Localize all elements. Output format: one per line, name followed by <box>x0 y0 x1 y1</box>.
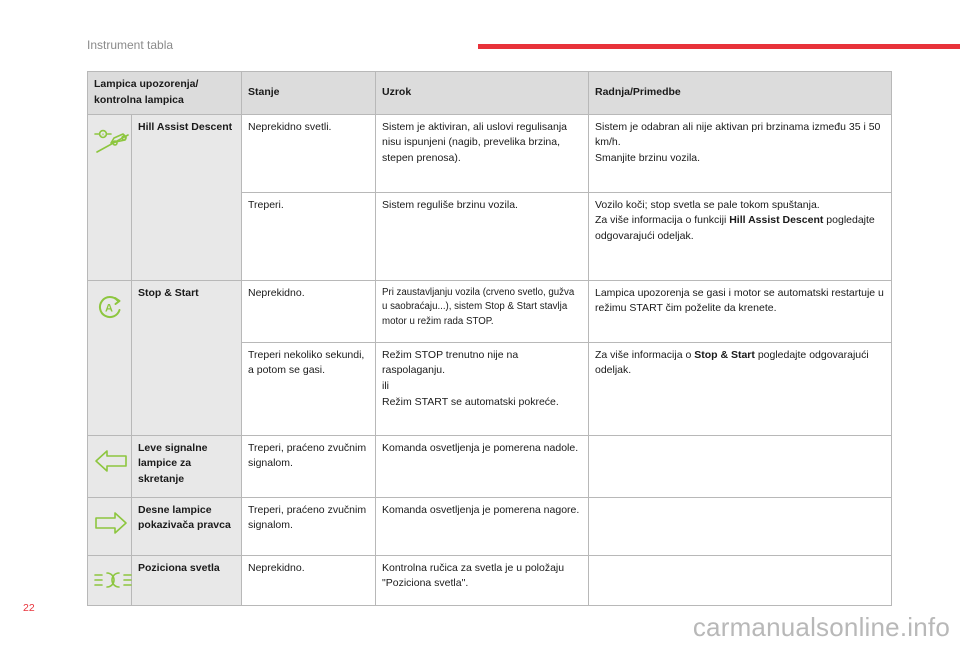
svg-text:A: A <box>101 131 105 137</box>
warning-lamps-table <box>87 71 892 606</box>
stop-start-icon <box>96 294 124 320</box>
lamp-icon-cell <box>88 280 132 435</box>
cause-cell: Sistem reguliše brzinu vozila. <box>376 192 589 280</box>
lamp-name: Leve signalne lampice za skretanje <box>132 435 242 497</box>
page-number: 22 <box>23 602 35 614</box>
table-row <box>88 435 892 497</box>
table-row <box>88 497 892 555</box>
action-cell <box>589 555 892 605</box>
action-text-pre: Za više informacija o funkciji <box>595 214 727 227</box>
table-row <box>88 555 892 605</box>
cause-text: ili <box>382 380 389 392</box>
lamp-icon-cell <box>88 497 132 555</box>
cause-cell: Sistem je aktiviran, ali uslovi regulisanja nisu ispunjeni (nagib, prevelika brzina, stepen prenosa). <box>376 114 589 192</box>
col-header-action: Radnja/Primedbe <box>589 72 892 115</box>
lamp-icon-cell <box>88 114 132 280</box>
state-cell: Treperi. <box>242 192 376 280</box>
action-text: Smanjite brzinu vozila. <box>595 152 701 164</box>
watermark-text: carmanualsonline.info <box>692 612 950 642</box>
cause-cell: Pri zaustavljanju vozila (crveno svetlo, gužva u saobraćaju...), sistem Stop & Start stavlja motor u režim rada STOP. <box>376 280 589 342</box>
lamp-name: Stop & Start <box>132 280 242 435</box>
table-header-row <box>88 72 892 115</box>
position-lights-icon <box>94 569 132 591</box>
action-cell: Lampica upozorenja se gasi i motor se automatski restartuje u režimu START čim poželite da krenete. <box>589 280 892 342</box>
action-cell <box>589 435 892 497</box>
action-cell <box>589 114 892 192</box>
section-title: Instrument tabla <box>87 38 174 52</box>
lamp-name: Desne lampice pokazivača pravca <box>132 497 242 555</box>
lamp-name: Hill Assist Descent <box>132 114 242 280</box>
table-row <box>88 114 892 192</box>
cause-text: Režim START se automatski pokreće. <box>382 395 559 408</box>
action-text-bold: Stop & Start <box>694 348 755 361</box>
lamp-name: Poziciona svetla <box>132 555 242 605</box>
svg-text:A: A <box>104 302 113 314</box>
action-text: Vozilo koči; stop svetla se pale tokom spuštanja. <box>595 198 820 211</box>
action-text-pre: Za više informacija o <box>595 348 692 361</box>
table-row <box>88 280 892 342</box>
state-cell: Treperi nekoliko sekundi, a potom se gasi. <box>242 342 376 435</box>
action-cell <box>589 342 892 435</box>
cause-cell: Kontrolna ručica za svetla je u položaju "Poziciona svetla". <box>376 555 589 605</box>
cause-cell: Komanda osvetljenja je pomerena nagore. <box>376 497 589 555</box>
action-cell <box>589 497 892 555</box>
left-turn-arrow-icon <box>94 449 128 473</box>
cause-text: Režim STOP trenutno nije na raspolaganju. <box>382 348 519 377</box>
lamp-icon-cell <box>88 435 132 497</box>
state-cell: Neprekidno. <box>242 555 376 605</box>
state-cell: Neprekidno svetli. <box>242 114 376 192</box>
header-accent-bar <box>478 44 960 49</box>
action-text-post: pogledajte odgovarajući odeljak. <box>595 214 875 242</box>
action-text: Sistem je odabran ali nije aktivan pri brzinama između 35 i 50 km/h. <box>595 120 881 149</box>
cause-cell: Komanda osvetljenja je pomerena nadole. <box>376 435 589 497</box>
state-cell: Treperi, praćeno zvučnim signalom. <box>242 435 376 497</box>
state-cell: Treperi, praćeno zvučnim signalom. <box>242 497 376 555</box>
col-header-cause: Uzrok <box>376 72 589 115</box>
action-text <box>595 213 885 245</box>
action-cell <box>589 192 892 280</box>
col-header-state: Stanje <box>242 72 376 115</box>
action-text-post: pogledajte odgovarajući odeljak. <box>595 348 869 377</box>
right-turn-arrow-icon <box>94 511 128 535</box>
hill-descent-icon <box>94 128 130 154</box>
action-text-bold: Hill Assist Descent <box>729 214 824 227</box>
lamp-icon-cell <box>88 555 132 605</box>
col-header-lamp: Lampica upozorenja/ kontrolna lampica <box>88 72 242 115</box>
cause-cell <box>376 342 589 435</box>
state-cell: Neprekidno. <box>242 280 376 342</box>
